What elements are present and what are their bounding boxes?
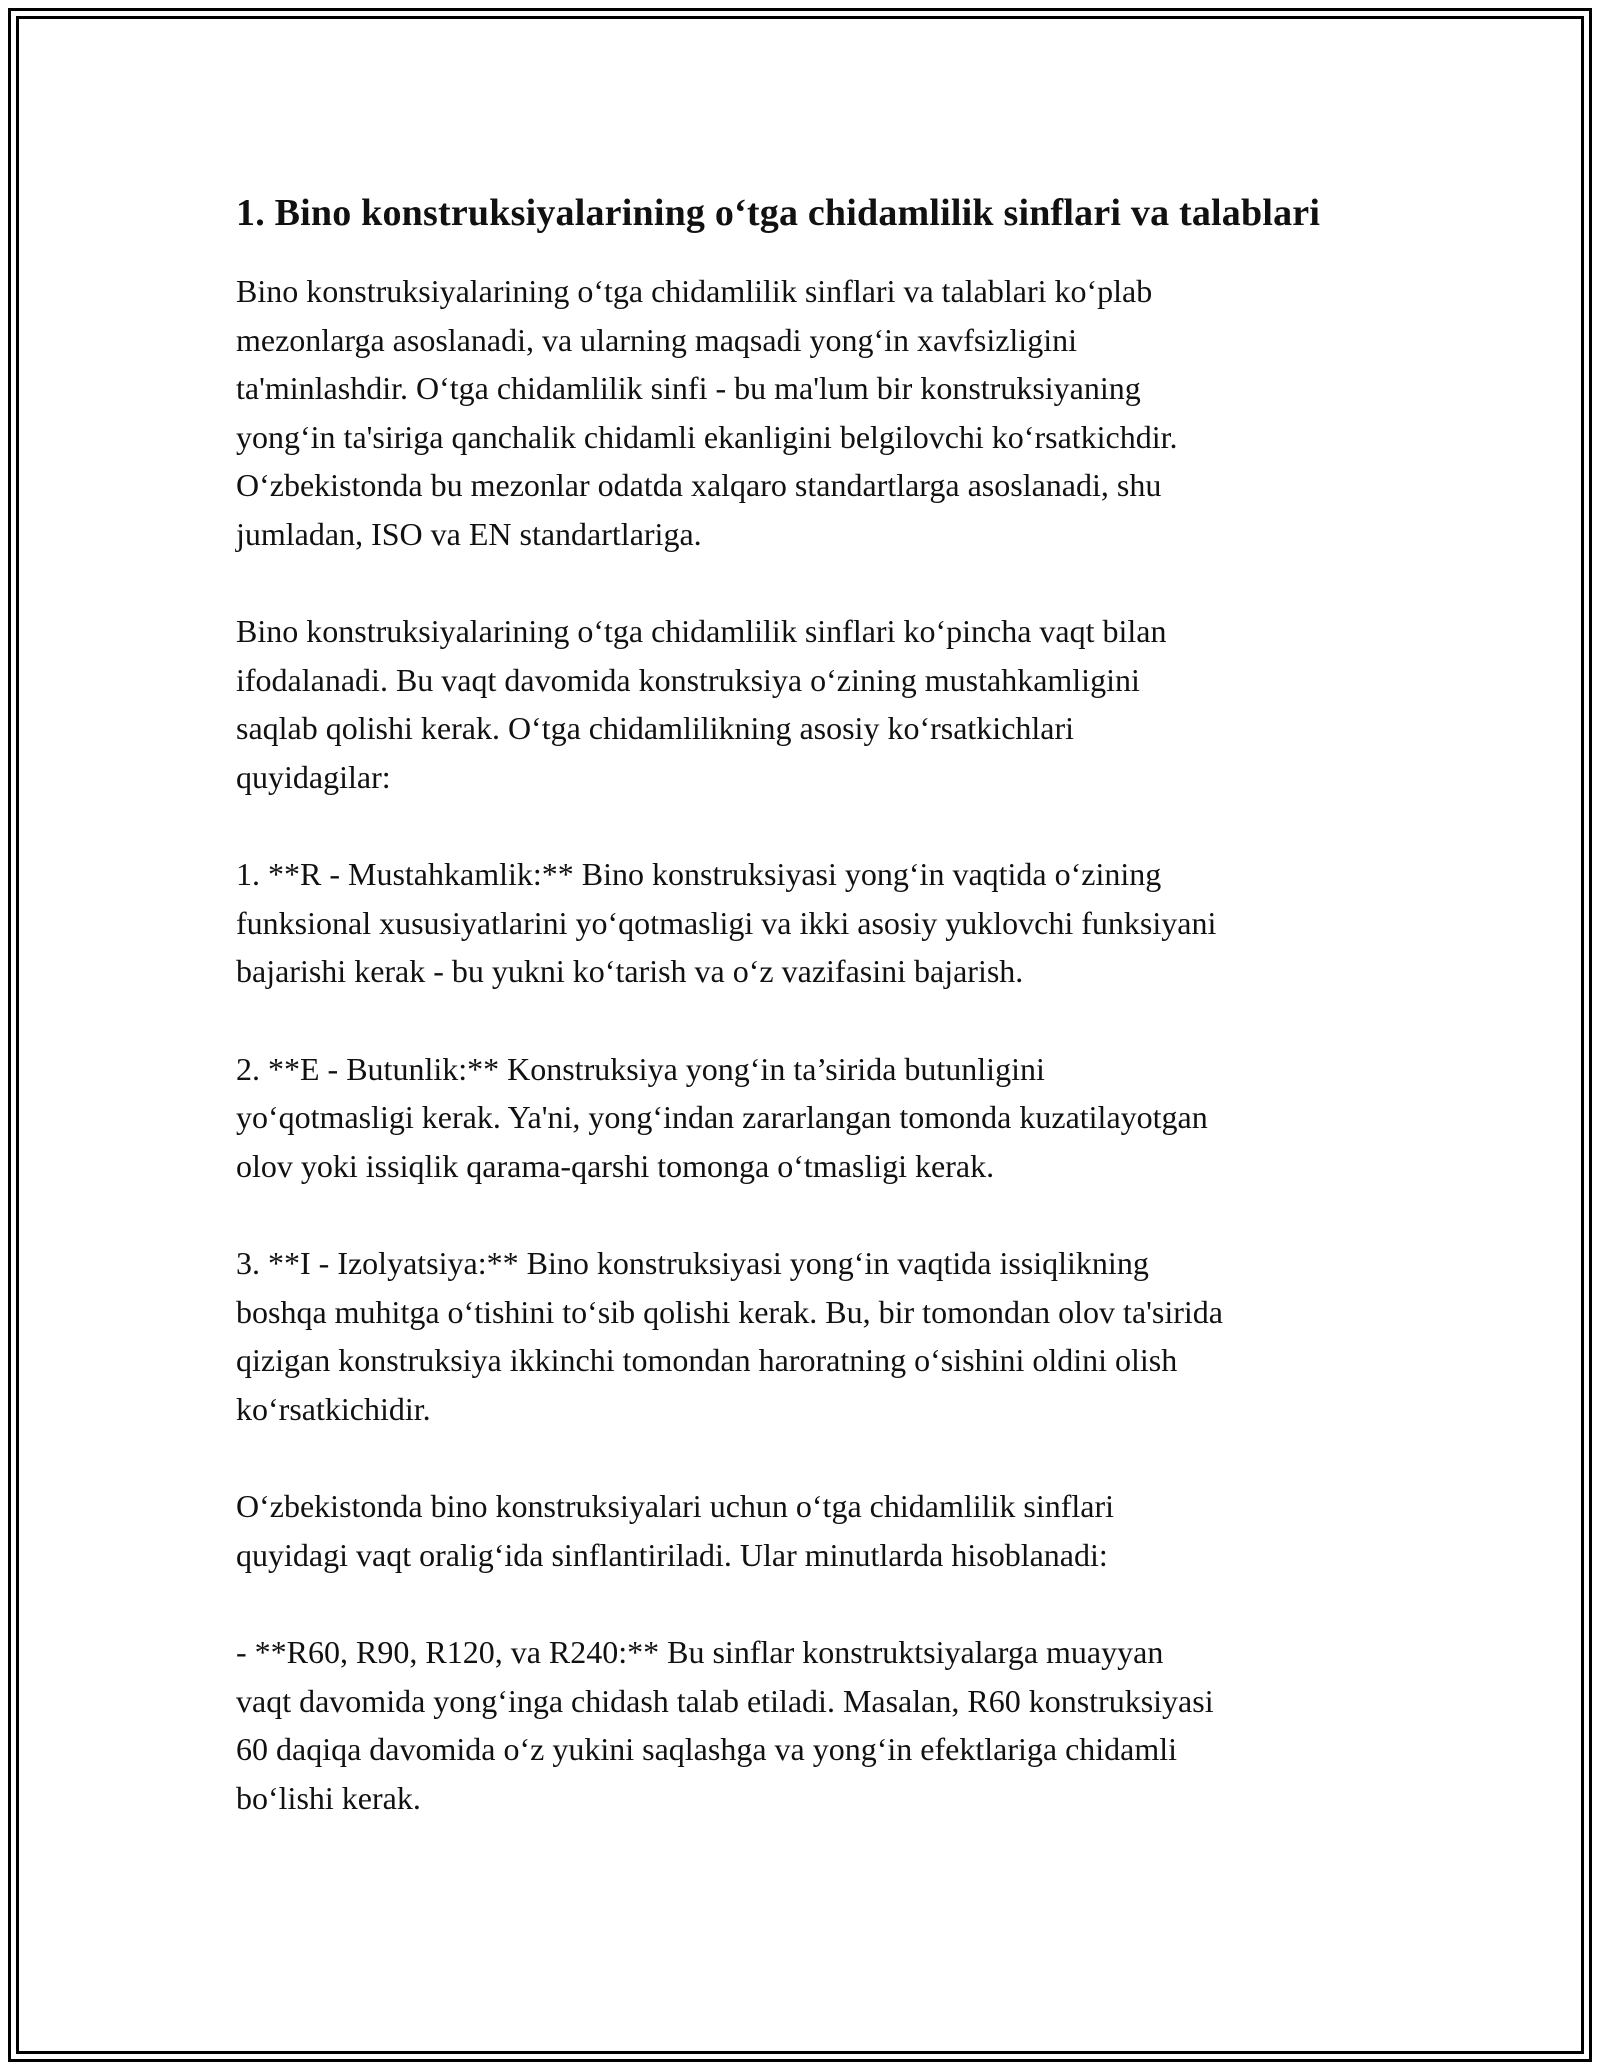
paragraph-intro: Bino konstruksiyalarining o‘tga chidamlilik sinflari va talablari ko‘plab mezonlarga asoslanadi, va ularning maqsadi yong‘in xavfsizligini ta'minlashdir. O‘tga chidamlilik sinfi - bu ma'lum bir konstruksiyaning yong‘in ta'siriga qanchalik chidamli ekanligini belgilovchi ko‘rsatkichdir. O‘zbekistonda bu mezonlar odatda xalqaro standartlarga asoslanadi, shu jumladan, ISO va EN standartlariga. — [236, 273, 1178, 552]
document-body — [236, 185, 1376, 1871]
list-item-r-strength: 1. **R - Mustahkamlik:** Bino konstruksiyasi yong‘in vaqtida o‘zining funksional xususiyatlarini yo‘qotmasligi va ikki asosiy yuklovchi funksiyani bajarishi kerak - bu yukni ko‘tarish va o‘z vazifasini bajarish. — [236, 856, 1217, 989]
list-item-i-insulation: 3. **I - Izolyatsiya:** Bino konstruksiyasi yong‘in vaqtida issiqlikning boshqa muhitga o‘tishini to‘sib qolishi kerak. Bu, bir tomondan olov ta'sirida qizigan konstruksiya ikkinchi tomondan haroratning o‘sishini oldini olish ko‘rsatkichidir. — [236, 1245, 1223, 1427]
list-item-r-classes: - **R60, R90, R120, va R240:** Bu sinflar konstruktsiyalarga muayyan vaqt davomida yong‘inga chidash talab etiladi. Masalan, R60 konstruksiyasi 60 daqiqa davomida o‘z yukini saqlashga va yong‘in efektlariga chidamli bo‘lishi kerak. — [236, 1634, 1214, 1816]
paragraph-indicators-intro: Bino konstruksiyalarining o‘tga chidamlilik sinflari ko‘pincha vaqt bilan ifodalanadi. Bu vaqt davomida konstruksiya o‘zining mustahkamligini saqlab qolishi kerak. O‘tga chidamlilikning asosiy ko‘rsatkichlari quyidagilar: — [236, 613, 1167, 795]
list-item-e-integrity: 2. **E - Butunlik:** Konstruksiya yong‘in ta’sirida butunligini yo‘qotmasligi kerak. Ya'ni, yong‘indan zararlangan tomonda kuzatilayotgan olov yoki issiqlik qarama-qarshi tomonga o‘tmasligi kerak. — [236, 1050, 1208, 1184]
paragraph-classification: O‘zbekistonda bino konstruksiyalari uchun o‘tga chidamlilik sinflari quyidagi vaqt oralig‘ida sinflantiriladi. Ular minutlarda hisoblanadi: — [236, 1488, 1115, 1573]
section-heading: 1. Bino konstruksiyalarining o‘tga chidamlilik sinflari va talablari — [236, 192, 1321, 234]
